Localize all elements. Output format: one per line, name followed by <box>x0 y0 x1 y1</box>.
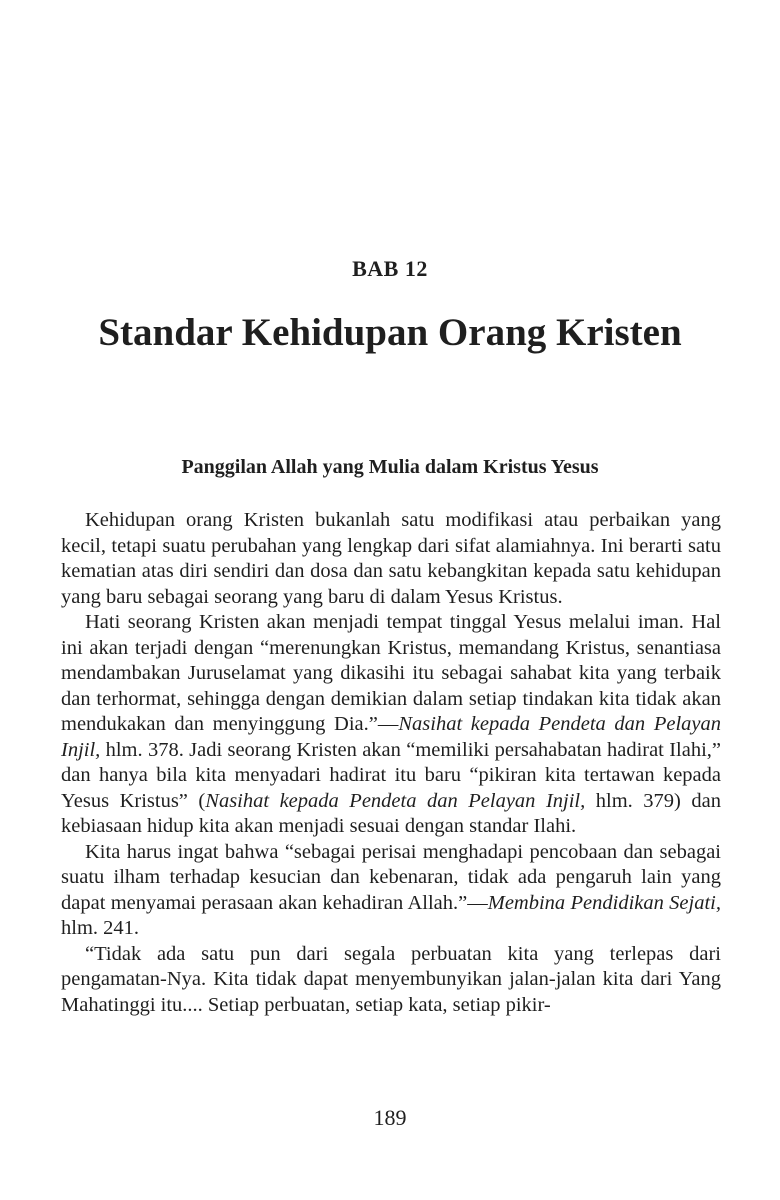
paragraph-text: hlm. 241. <box>61 917 140 939</box>
italic-citation: Nasihat kepada Pendeta dan Pelayan Injil, <box>205 789 586 812</box>
paragraph-text: Kita harus ingat bahwa “sebagai perisai menghadapi pencobaan dan sebagai suatu ilham terhadap kesucian dan kebenaran, tidak ada pengaruh lain yang dapat menyamai perasaan akan kehadiran Allah.”— <box>61 840 721 914</box>
paragraph-text: “Tidak ada satu pun dari segala perbuatan kita yang terlepas dari pengamatan-Nya. Kita tidak dapat menyembunyikan jalan-jalan kita dari Yang Mahatinggi itu.... Setiap perbuatan, setiap kata, setiap pikir- <box>61 942 721 1016</box>
paragraph-text: Hati seorang Kristen akan menjadi tempat tinggal Yesus melalui iman. Hal ini akan terjadi dengan “merenungkan Kristus, memandang Kristus, senantiasa mendambakan Juruselamat yang dikasihi itu sebagai sahabat kita yang terbaik dan terhormat, sehingga dengan demikian dalam setiap tindakan kita tidak akan mendukakan dan menyinggung Dia.”— <box>61 611 721 735</box>
paragraph-text: Kehidupan orang Kristen bukanlah satu modifikasi atau perbaikan yang kecil, tetapi suatu perubahan yang lengkap dari sifat alamiahnya. Ini berarti satu kematian atas diri sendiri dan dosa dan satu kebangkitan kepada satu kehidupan yang baru sebagai seorang yang baru di dalam Yesus Kristus. <box>61 509 721 608</box>
paragraph-text: hlm. 378. Jadi seorang Kristen akan “memiliki persahabatan hadirat Ilahi,” dan hanya bila kita menyadari hadirat itu baru “pikiran kita tertawan kepada Yesus Kristus” ( <box>61 738 721 812</box>
paragraph <box>61 942 721 1019</box>
italic-citation: Membina Pendidikan Sejati, <box>487 891 721 914</box>
paragraph <box>61 610 721 840</box>
section-heading: Panggilan Allah yang Mulia dalam Kristus Yesus <box>181 456 599 478</box>
chapter-title: Standar Kehidupan Orang Kristen <box>98 311 682 354</box>
paragraph <box>61 508 721 610</box>
paragraph-text: hlm. 379) dan kebiasaan hidup kita akan menjadi sesuai dengan standar Ilahi. <box>61 789 721 837</box>
chapter-label: BAB 12 <box>352 256 428 281</box>
italic-citation: Nasihat kepada Pendeta dan Pelayan Injil, <box>61 713 721 761</box>
paragraph <box>61 840 721 942</box>
body-text <box>61 508 721 1018</box>
page-number: 189 <box>373 1105 407 1130</box>
